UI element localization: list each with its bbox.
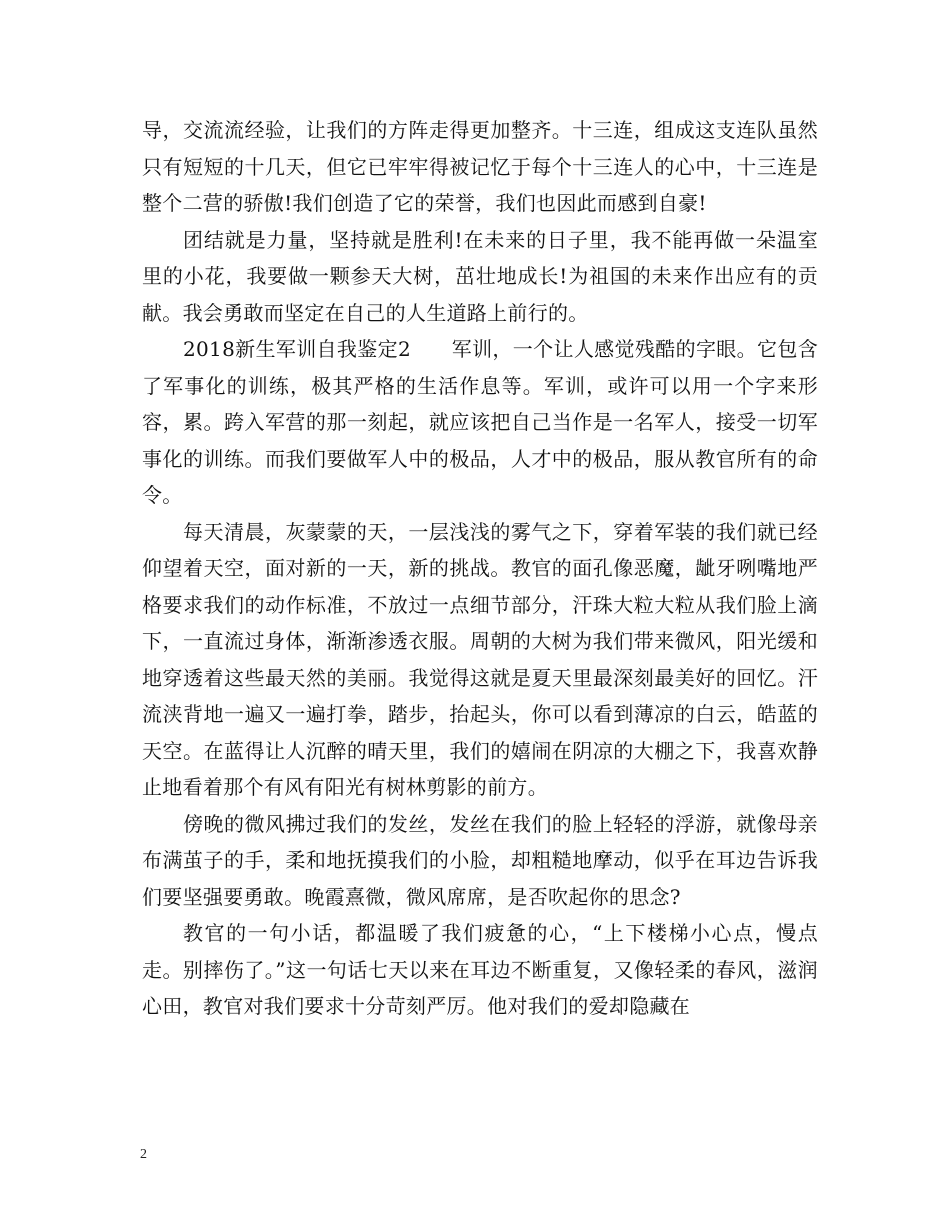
paragraph-5: 傍晚的微风拂过我们的发丝，发丝在我们的脸上轻轻的浮游，就像母亲布满茧子的手，柔和地抚摸我们的小脸，却粗糙地摩动，似乎在耳边告诉我们要坚强要勇敢。晚霞熹微，微风席席，是否吹起你的思念? [142,811,818,909]
paragraph-3: 2018新生军训自我鉴定2 军训，一个让人感觉残酷的字眼。它包含了军事化的训练，极其严格的生活作息等。军训，或许可以用一个字来形容，累。跨入军营的那一刻起，就应该把自己当作是一名军人，接受一切军事化的训练。而我们要做军人中的极品，人才中的极品，服从教官所有的命令。 [142,337,818,507]
paragraph-4: 每天清晨，灰蒙蒙的天，一层浅浅的雾气之下，穿着军装的我们就已经仰望着天空，面对新的一天，新的挑战。教官的面孔像恶魔，龇牙咧嘴地严格要求我们的动作标准，不放过一点细节部分，汗珠大粒大粒从我们脸上滴下，一直流过身体，渐渐渗透衣服。周朝的大树为我们带来微风，阳光缓和地穿透着这些最天然的美丽。我觉得这就是夏天里最深刻最美好的回忆。汗流浃背地一遍又一遍打拳，踏步，抬起头，你可以看到薄凉的白云，皓蓝的天空。在蓝得让人沉醉的晴天里，我们的嬉闹在阴凉的大棚之下，我喜欢静止地看着那个有风有阳光有树林剪影的前方。 [142,519,818,799]
paragraph-6: 教官的一句小话，都温暖了我们疲惫的心，“上下楼梯小心点，慢点走。别摔伤了。”这一句话七天以来在耳边不断重复，又像轻柔的春风，滋润心田，教官对我们要求十分苛刻严厉。他对我们的爱却隐藏在 [142,921,818,1018]
paragraph-1: 导，交流流经验，让我们的方阵走得更加整齐。十三连，组成这支连队虽然只有短短的十几天，但它已牢牢得被记忆于每个十三连人的心中，十三连是整个二营的骄傲!我们创造了它的荣誉，我们也因此而感到自豪! [142,118,818,215]
paragraph-2: 团结就是力量，坚持就是胜利!在未来的日子里，我不能再做一朵温室里的小花，我要做一颗参天大树，茁壮地成长!为祖国的未来作出应有的贡献。我会勇敢而坚定在自己的人生道路上前行的。 [142,227,818,325]
document-body [142,112,818,1025]
page-number: 2 [140,1147,147,1162]
